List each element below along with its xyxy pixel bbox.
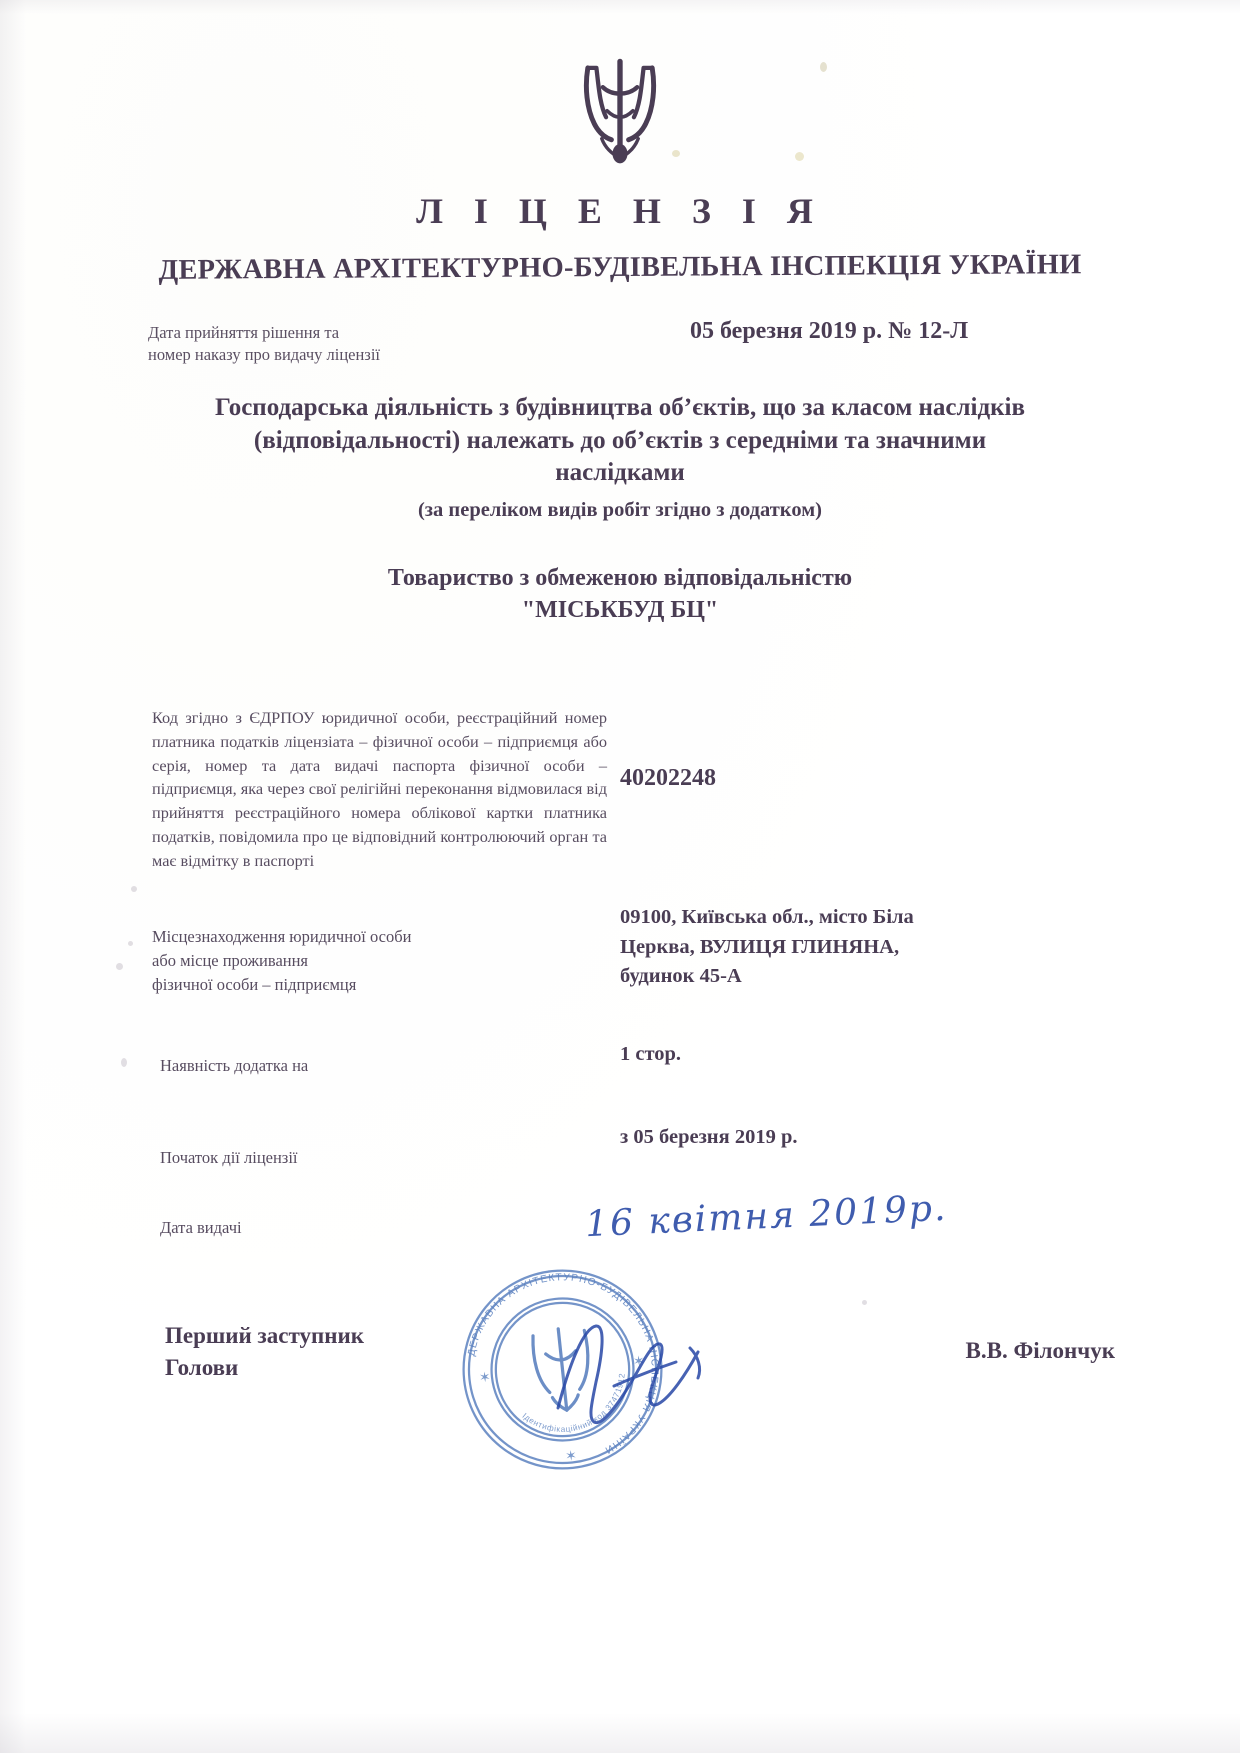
signer-name: В.В. Філончук [965, 1338, 1115, 1363]
scan-speck [672, 150, 680, 157]
issue-date-label: Дата видачі [160, 1218, 242, 1237]
licensee-legal-form: Товариство з обмеженою відповідальністю [387, 565, 853, 591]
edrpou-value: 40202248 [620, 765, 716, 791]
address-value [620, 903, 1020, 992]
address-value-line2: Церква, ВУЛИЦЯ ГЛИНЯНА, [620, 935, 900, 958]
appendix-label: Наявність додатка на [160, 1056, 309, 1075]
signer-title-line2: Голови [165, 1354, 239, 1380]
signer-title [165, 1320, 364, 1383]
address-label-line2: або місце проживання [152, 951, 309, 971]
svg-text:✶: ✶ [564, 1447, 578, 1466]
activity-line-2: (відповідальності) належать до об’єктів з середніми та значними [253, 426, 987, 454]
activity-line-1: Господарська діяльність з будівництва об’єктів, що за класом наслідків [214, 394, 1025, 421]
address-value-line1: 09100, Київська обл., місто Біла [620, 906, 914, 928]
scan-speck [121, 1058, 127, 1067]
edrpou-note: Код згідно з ЄДРПОУ юридичної особи, реєстраційний номер платника податків ліцензіата – фізичної особи – підприємця або серія, номер та дата видачі паспорта фізичної особи – підприємця, яка через свої релігійні переконання відмовилася від прийняття реєстраційного номера облікової картки платника податків, повідомила про це відповідний контролюючий орган та має відмітку в паспорті [152, 708, 607, 870]
activity-line-3: наслідками [555, 459, 685, 486]
address-label-line3: фізичної особи – підприємця [152, 975, 357, 995]
decision-label [148, 322, 380, 367]
decision-value: 05 березня 2019 р. № 12-Л [690, 318, 969, 344]
appendix-value: 1 стор. [620, 1043, 682, 1065]
document-title: Л І Ц Е Н З І Я [416, 191, 824, 231]
handwritten-signature [540, 1290, 740, 1460]
address-value-line3: будинок 45-А [620, 965, 742, 988]
activity-subtitle: (за переліком видів робіт згідно з додатком) [417, 498, 822, 521]
licensee-block [150, 563, 1090, 627]
validity-start-label: Початок дії ліцензії [160, 1148, 298, 1167]
svg-text:ДЕРЖАВНА АРХІТЕКТУРНО-БУДІВЕЛЬ: ДЕРЖАВНА АРХІТЕКТУРНО-БУДІВЕЛЬНА ІНСПЕКЦІЯ УКРАЇНИ [466, 1272, 660, 1456]
signer-title-line1: Перший заступник [165, 1323, 365, 1348]
scan-speck [820, 62, 827, 72]
activity-description [150, 392, 1090, 523]
validity-start-value: з 05 березня 2019 р. [620, 1126, 798, 1148]
svg-text:✶: ✶ [632, 1353, 646, 1371]
scan-edge-top [0, 0, 1240, 14]
scan-speck [128, 941, 133, 946]
licensee-name: "МІСЬКБУД БЦ" [521, 596, 719, 623]
scan-speck [116, 963, 123, 970]
scan-speck [795, 152, 804, 161]
svg-text:✶: ✶ [478, 1369, 492, 1387]
decision-label-line1: Дата прийняття рішення та [148, 323, 340, 342]
scan-speck [862, 1300, 867, 1305]
address-label [152, 925, 482, 997]
svg-text:Ідентифікаційний код 37471912: Ідентифікаційний код 37471912 [520, 1372, 627, 1434]
scan-speck [131, 886, 137, 892]
scan-edge-bottom [0, 1713, 1240, 1753]
issuing-authority: ДЕРЖАВНА АРХІТЕКТУРНО-БУДІВЕЛЬНА ІНСПЕКЦІЯ УКРАЇНИ [158, 249, 1082, 286]
ukrainian-trident-coat-of-arms-icon [566, 55, 674, 173]
address-label-line1: Місцезнаходження юридичної особи [152, 927, 412, 946]
issue-date-handwritten-value: 16 квітня 2019р. [584, 1187, 949, 1246]
decision-label-line2: номер наказу про видачу ліцензії [148, 345, 380, 365]
